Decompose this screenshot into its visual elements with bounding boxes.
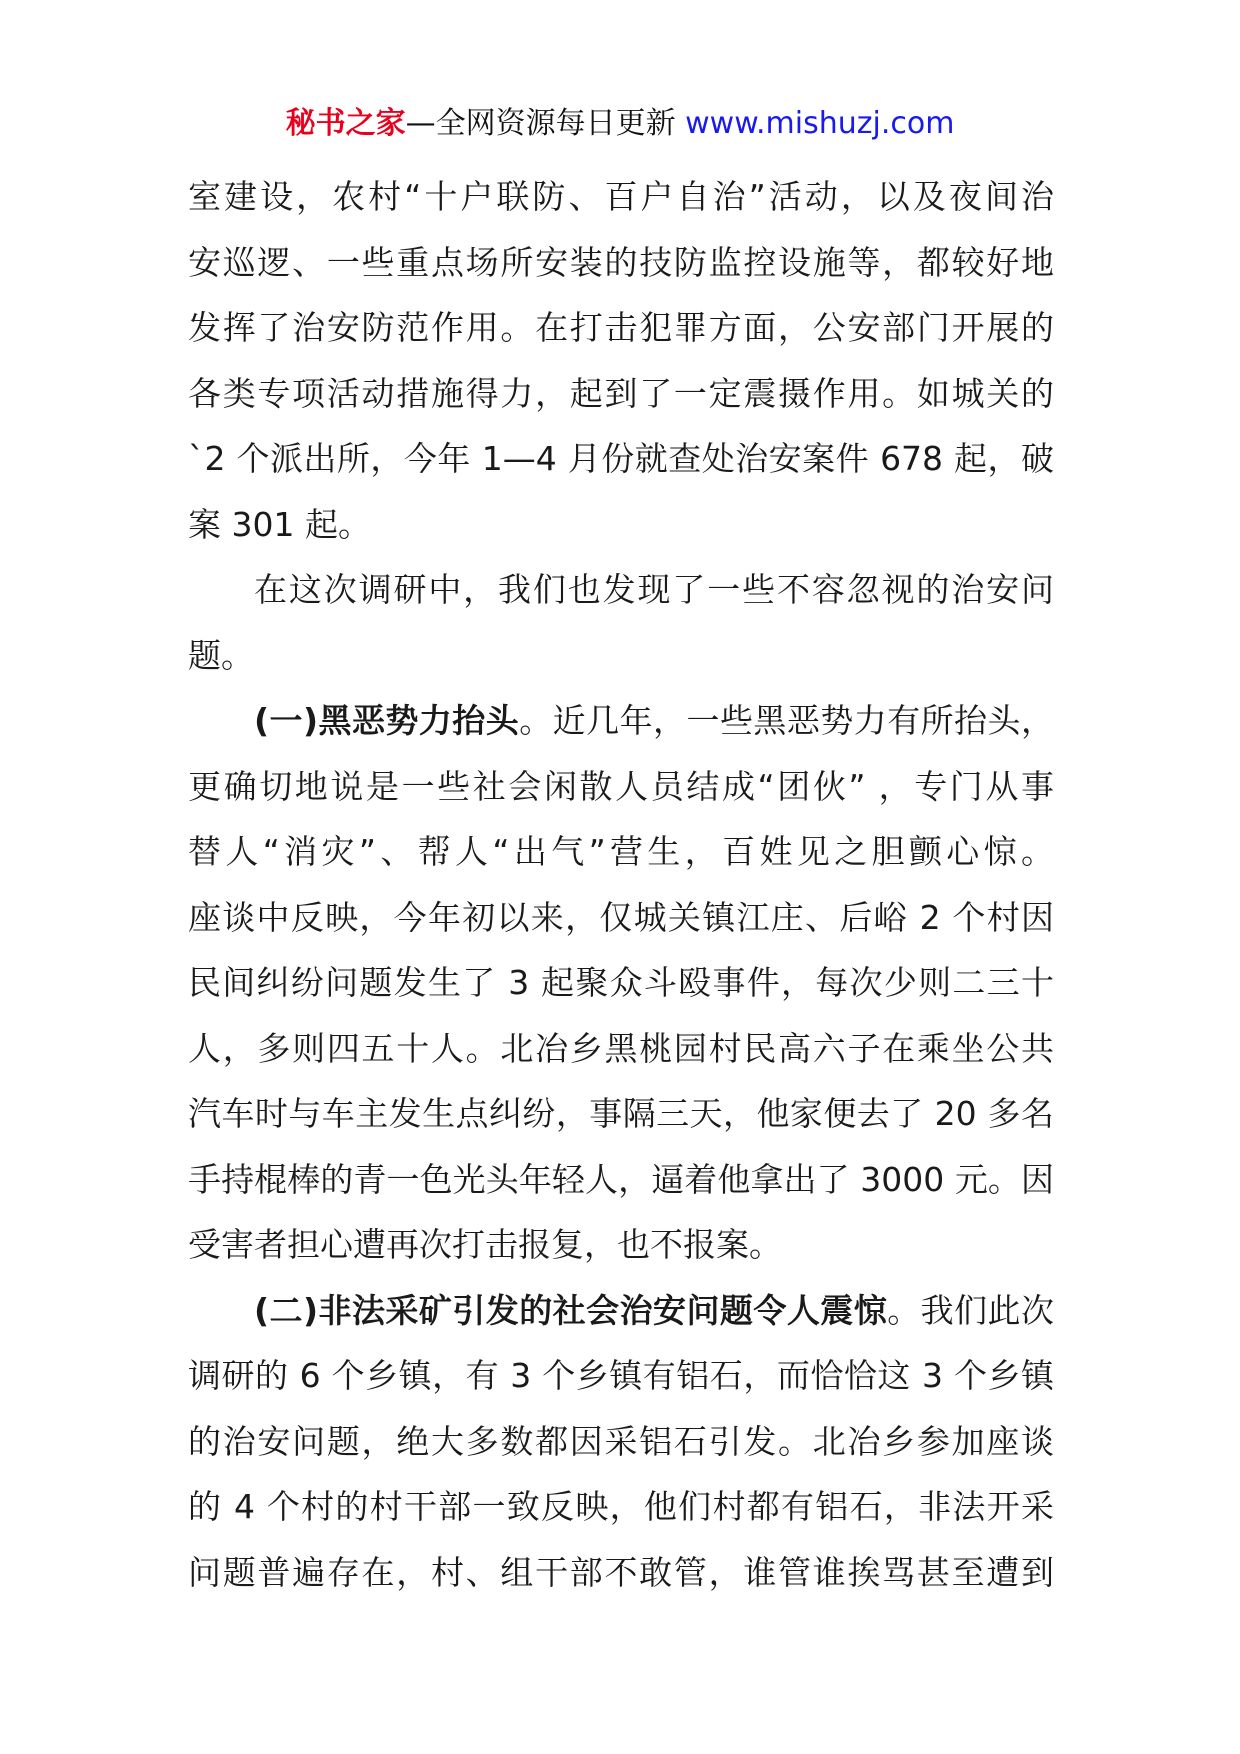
text-line: 汽车时与车主发生点纠纷，事隔三天，他家便去了 20 多名 <box>188 1094 1054 1133</box>
section-heading-2: (二)非法采矿引发的社会治安问题令人震惊 <box>254 1290 888 1330</box>
section-heading-1: (一)黑恶势力抬头 <box>254 701 520 740</box>
site-url[interactable]: www.mishuzj.com <box>685 106 955 141</box>
page-header <box>0 102 1240 146</box>
text-line: 发挥了治安防范作用。在打击犯罪方面，公安部门开展的 <box>188 308 1054 347</box>
paragraph-2 <box>188 557 1054 688</box>
text-line: `2 个派出所，今年 1—4 月份就查处治安案件 678 起，破 <box>188 439 1054 478</box>
text-line: 问题普遍存在，村、组干部不敢管，谁管谁挨骂甚至遭到 <box>188 1552 1054 1592</box>
paragraph-1 <box>188 164 1054 557</box>
text-line: 案 301 起。 <box>188 504 371 544</box>
heading-continuation: 。我们此次 <box>887 1290 1054 1330</box>
paragraph-4 <box>188 1278 1054 1606</box>
header-tagline: —全网资源每日更新 <box>405 106 676 141</box>
text-line: 座谈中反映，今年初以来，仅城关镇江庄、后峪 2 个村因 <box>188 897 1054 937</box>
text-line <box>188 1278 1054 1344</box>
text-line <box>188 688 1054 754</box>
text-line: 室建设，农村“十户联防、百户自治”活动，以及夜间治 <box>188 177 1054 216</box>
text-line: 人，多则四五十人。北冶乡黑桃园村民高六子在乘坐公共 <box>188 1028 1054 1068</box>
text-line: 民间纠纷问题发生了 3 起聚众斗殴事件，每次少则二三十 <box>188 963 1054 1002</box>
text-line: 替人“消灾”、帮人“出气”营生，百姓见之胆颤心惊。 <box>188 832 1054 871</box>
text-line: 受害者担心遭再次打击报复，也不报案。 <box>188 1225 782 1264</box>
document-body <box>188 164 1054 1605</box>
text-line: 安巡逻、一些重点场所安装的技防监控设施等，都较好地 <box>188 242 1054 282</box>
text-line: 各类专项活动措施得力，起到了一定震摄作用。如城关的 <box>188 373 1054 413</box>
text-line: 更确切地说是一些社会闲散人员结成“团伙” ，专门从事 <box>188 766 1054 806</box>
text-line: 的治安问题，绝大多数都因采铝石引发。北冶乡参加座谈 <box>188 1421 1054 1461</box>
text-line: 在这次调研中，我们也发现了一些不容忽视的治安问 <box>254 570 1054 609</box>
brand-name: 秘书之家 <box>285 106 406 141</box>
text-line: 的 4 个村的村干部一致反映，他们村都有铝石，非法开采 <box>188 1487 1054 1526</box>
text-line: 手持棍棒的青一色光头年轻人，逼着他拿出了 3000 元。因 <box>188 1159 1054 1199</box>
paragraph-3 <box>188 688 1054 1278</box>
text-line: 调研的 6 个乡镇，有 3 个乡镇有铝石，而恰恰这 3 个乡镇 <box>188 1356 1054 1395</box>
heading-continuation: 。近几年，一些黑恶势力有所抬头， <box>519 701 1055 740</box>
text-line: 题。 <box>188 635 254 675</box>
